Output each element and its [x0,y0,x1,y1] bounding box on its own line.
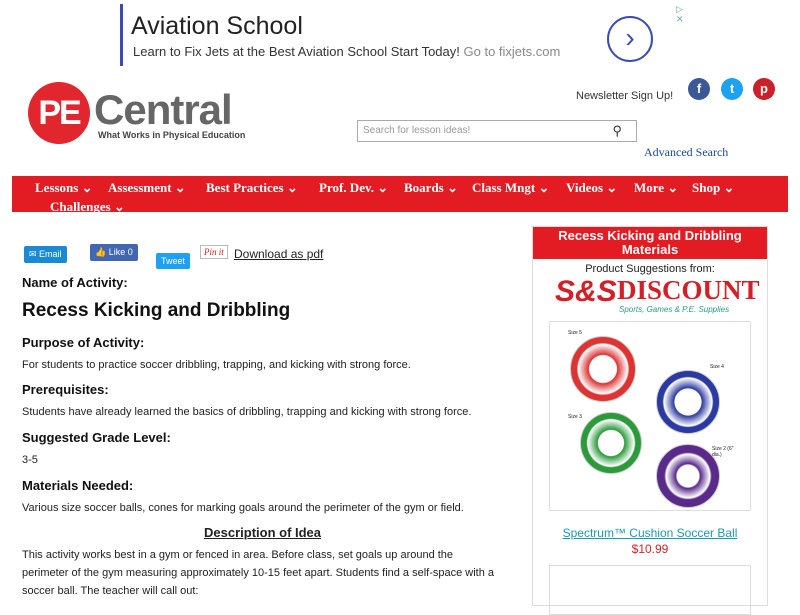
ss-discount-logo[interactable] [555,275,760,321]
brand-ss: S&S [555,275,617,308]
sidebar-title: Recess Kicking and Dribbling Materials [533,227,767,259]
download-pdf-link[interactable]: Download as pdf [234,247,324,261]
nav-assessment[interactable]: Assessment ⌄ [108,180,186,195]
facebook-like-button[interactable]: 👍 Like 0 [90,244,138,261]
advanced-search-link[interactable]: Advanced Search [644,145,729,159]
prereq-label: Prerequisites: [22,382,109,397]
search-input[interactable] [357,120,637,142]
nav-class-mngt[interactable]: Class Mngt ⌄ [472,180,550,195]
description-line: perimeter of the gym measuring approximately 10-15 feet apart. Students find a self-space with a [22,567,495,579]
search-placeholder: Search for lesson ideas! [363,125,471,136]
nav-videos[interactable]: Videos ⌄ [566,180,618,195]
materials-sidebar [532,226,768,606]
description-heading: Description of Idea [204,525,322,540]
nav-more[interactable]: More ⌄ [634,180,679,195]
logo-name: Central [94,86,232,133]
logo-tagline: What Works in Physical Education [98,130,246,140]
purpose-label: Purpose of Activity: [22,335,145,350]
materials-text: Various size soccer balls, cones for marking goals around the perimeter of the gym or field. [22,502,464,514]
description-line: This activity works best in a gym or fenced in area. Before class, set goals up around the [22,549,454,561]
email-button[interactable]: ✉ Email [24,246,67,263]
materials-label: Materials Needed: [22,478,134,493]
search-icon[interactable]: ⚲ [612,123,622,138]
ad-body: Learn to Fix Jets at the Best Aviation School Start Today! [133,44,460,59]
nav-boards[interactable]: Boards ⌄ [404,180,458,195]
description-line: soccer ball. The teacher will call out: [22,585,199,597]
product-suggestions-label: Product Suggestions from: [585,263,715,275]
pinterest-button[interactable]: Pin it [200,245,228,259]
ad-url[interactable]: Go to fixjets.com [463,44,561,59]
size-label: Size 4 [710,364,724,370]
brand-tagline: Sports, Games & P.E. Supplies [619,305,730,314]
nav-shop[interactable]: Shop ⌄ [692,180,735,195]
grade-text: 3-5 [22,454,38,466]
soccer-ball-image[interactable] [549,321,751,511]
nav-challenges[interactable]: Challenges ⌄ [50,199,125,214]
size-label: Size 2 (6" dia.) [712,446,734,458]
blue-ball [656,370,720,434]
next-product-image[interactable] [549,565,751,615]
ad-close-icon[interactable]: ▷ ✕ [676,4,684,24]
purpose-text: For students to practice soccer dribbling, trapping, and kicking with strong force. [22,359,411,371]
name-label: Name of Activity: [22,275,128,290]
tweet-button[interactable]: Tweet [156,253,190,269]
brand-discount: DISCOUNT [617,275,760,305]
prereq-text: Students have already learned the basics of dribbling, trapping and kicking with strong force. [22,406,472,418]
size-label: Size 5 [568,330,582,336]
size-label: Size 3 [568,414,582,420]
red-ball [570,336,636,402]
grade-label: Suggested Grade Level: [22,430,171,445]
pinterest-icon[interactable]: p [753,78,775,100]
facebook-icon[interactable]: f [688,78,710,100]
nav-prof-dev[interactable]: Prof. Dev. ⌄ [319,180,389,195]
ad-title[interactable]: Aviation School [131,12,303,40]
activity-title: Recess Kicking and Dribbling [22,300,291,321]
logo-pe: PE [28,82,90,144]
nav-lessons[interactable]: Lessons ⌄ [35,180,93,195]
purple-ball [656,444,720,508]
newsletter-link[interactable]: Newsletter Sign Up! [576,90,674,102]
product-price: $10.99 [631,542,669,556]
ad-text [133,44,560,59]
nav-best-practices[interactable]: Best Practices ⌄ [206,180,298,195]
product-link[interactable]: Spectrum™ Cushion Soccer Ball [562,526,738,540]
ad-banner[interactable] [120,4,685,66]
twitter-icon[interactable]: t [721,78,743,100]
main-nav [12,176,788,212]
ad-arrow-icon[interactable]: › [607,16,653,62]
green-ball [580,412,642,474]
